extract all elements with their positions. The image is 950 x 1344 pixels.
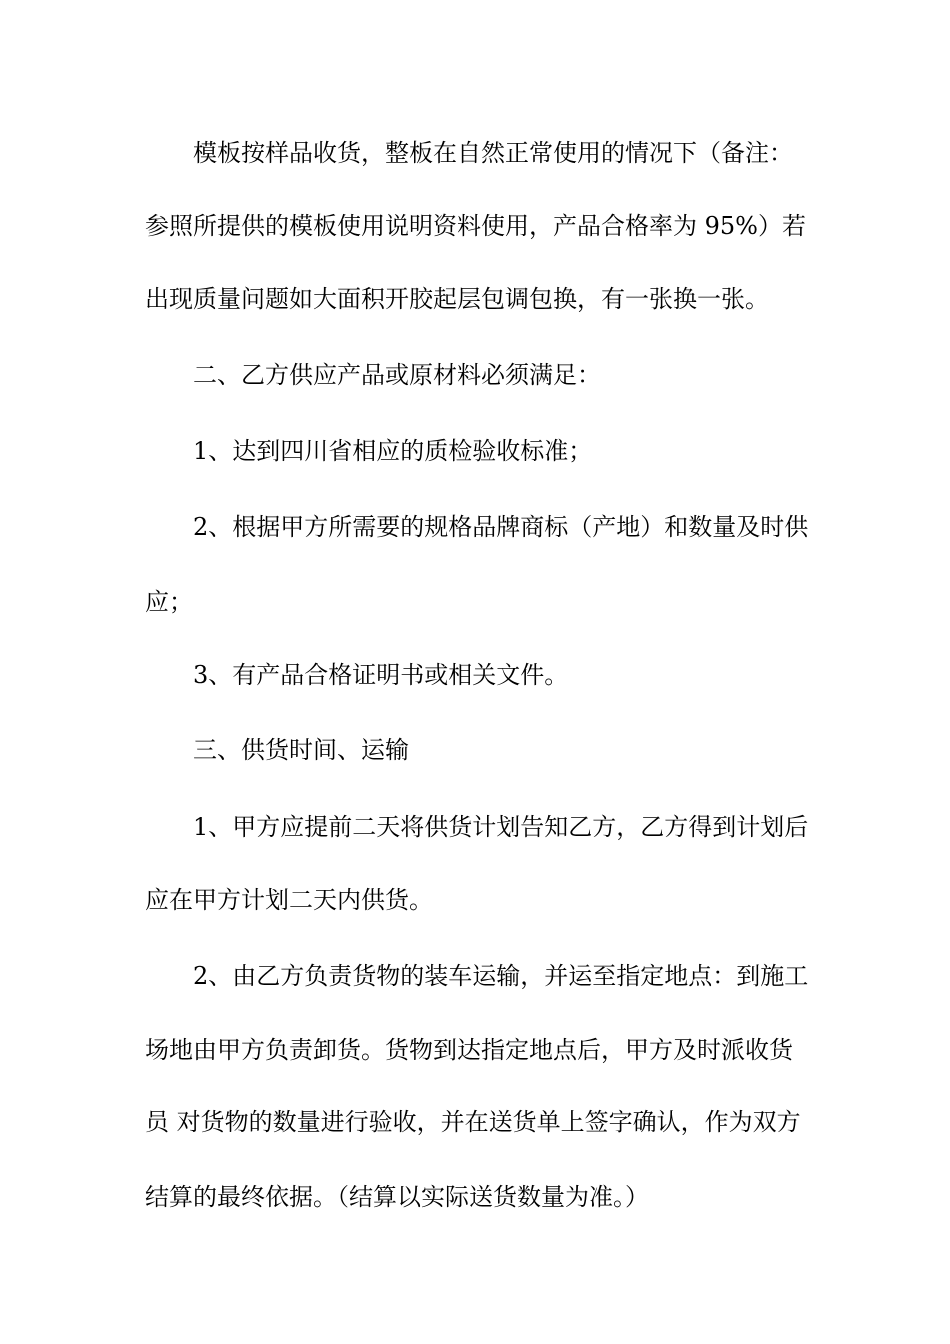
section-heading: 二、乙方供应产品或原材料必须满足： [193, 361, 601, 389]
paragraph-line: 出现质量问题如大面积开胶起层包调包换，有一张换一张。 [145, 285, 769, 313]
list-item: 1、达到四川省相应的质检验收标准； [193, 437, 593, 465]
list-item: 1、甲方应提前二天将供货计划告知乙方，乙方得到计划后 [193, 813, 809, 841]
list-item: 2、根据甲方所需要的规格品牌商标（产地）和数量及时供 [193, 513, 809, 541]
paragraph-line: 参照所提供的模板使用说明资料使用，产品合格率为 95%）若 [145, 212, 806, 240]
paragraph-line: 场地由甲方负责卸货。货物到达指定地点后，甲方及时派收货 [145, 1036, 793, 1064]
paragraph-line: 应； [145, 588, 193, 616]
paragraph-line: 结算的最终依据。（结算以实际送货数量为准。） [145, 1183, 649, 1211]
paragraph-line: 模板按样品收货，整板在自然正常使用的情况下（备注： [193, 139, 793, 167]
list-item: 2、由乙方负责货物的装车运输，并运至指定地点：到施工 [193, 962, 809, 990]
list-item: 3、有产品合格证明书或相关文件。 [193, 661, 569, 689]
paragraph-line: 员 对货物的数量进行验收，并在送货单上签字确认，作为双方 [145, 1108, 801, 1136]
section-heading: 三、供货时间、运输 [193, 736, 409, 764]
paragraph-line: 应在甲方计划二天内供货。 [145, 886, 433, 914]
